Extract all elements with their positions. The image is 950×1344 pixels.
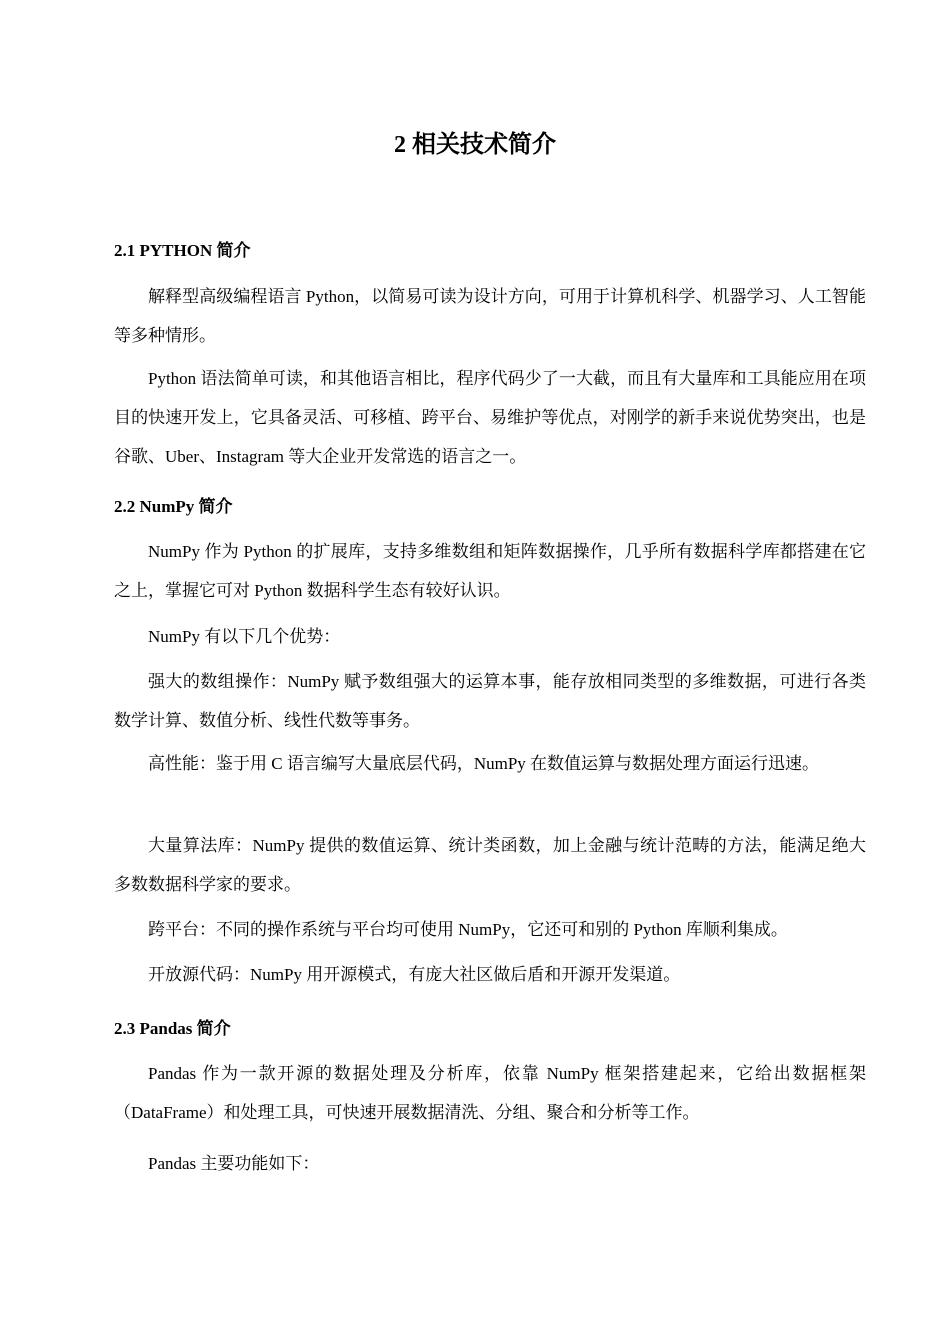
paragraph: 开放源代码：NumPy 用开源模式，有庞大社区做后盾和开源开发渠道。 (148, 965, 681, 984)
paragraph: Python 语法简单可读，和其他语言相比，程序代码少了一大截，而且有大量库和工具能应用在项目的快速开发上，它具备灵活、可移植、跨平台、易维护等优点，对刚学的新手来说优势突出，也是谷歌、Uber、Instagram 等大企业开发常选的语言之一。 (114, 369, 866, 466)
chapter-title: 2 相关技术简介 (394, 132, 556, 158)
paragraph: NumPy 有以下几个优势： (148, 627, 341, 646)
section-heading-python: 2.1 PYTHON 简介 (114, 241, 251, 260)
paragraph: 高性能：鉴于用 C 语言编写大量底层代码，NumPy 在数值运算与数据处理方面运行迅速。 (148, 754, 820, 773)
section-heading-numpy: 2.2 NumPy 简介 (114, 497, 233, 516)
paragraph: NumPy 作为 Python 的扩展库，支持多维数组和矩阵数据操作，几乎所有数据科学库都搭建在它之上，掌握它可对 Python 数据科学生态有较好认识。 (114, 542, 866, 600)
paragraph: Pandas 主要功能如下： (148, 1154, 320, 1173)
paragraph: Pandas 作为一款开源的数据处理及分析库，依靠 NumPy 框架搭建起来，它给出数据框架（DataFrame）和处理工具，可快速开展数据清洗、分组、聚合和分析等工作。 (114, 1064, 866, 1122)
paragraph: 大量算法库：NumPy 提供的数值运算、统计类函数，加上金融与统计范畴的方法，能满足绝大多数数据科学家的要求。 (114, 836, 866, 894)
paragraph: 解释型高级编程语言 Python，以简易可读为设计方向，可用于计算机科学、机器学习、人工智能等多种情形。 (114, 287, 866, 345)
paragraph: 强大的数组操作：NumPy 赋予数组强大的运算本事，能存放相同类型的多维数据，可进行各类数学计算、数值分析、线性代数等事务。 (114, 672, 866, 730)
paragraph: 跨平台：不同的操作系统与平台均可使用 NumPy，它还可和别的 Python 库顺利集成。 (148, 920, 788, 939)
section-heading-pandas: 2.3 Pandas 简介 (114, 1019, 231, 1038)
